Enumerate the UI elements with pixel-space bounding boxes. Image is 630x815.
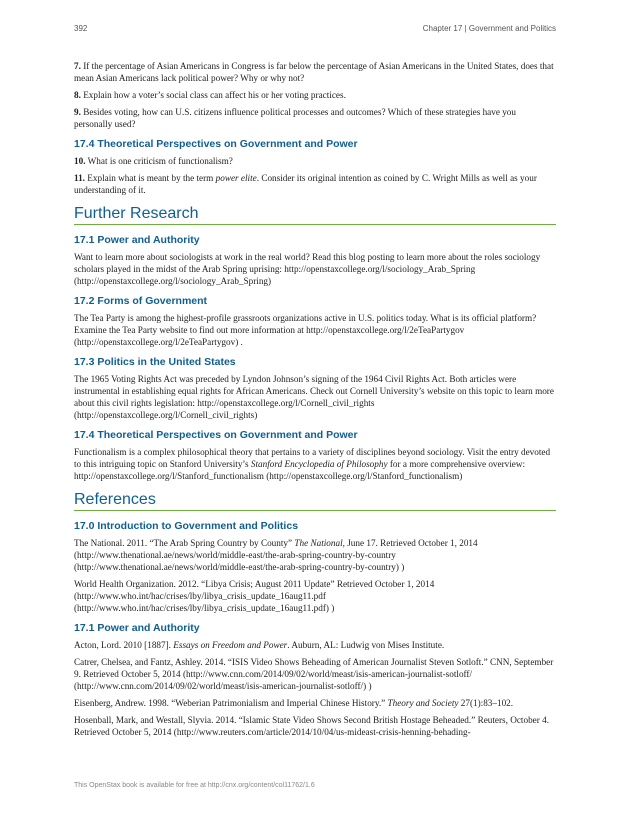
fr-heading-17-3: 17.3 Politics in the United States — [74, 356, 236, 368]
page-footer: This OpenStax book is available for free at http://cnx.org/content/col11762/1.6 — [74, 782, 315, 789]
fr-text-17-3: The 1965 Voting Rights Act was preceded by Lyndon Johnson’s signing of the 1964 Civil Rights Act. Both articles were instrumental in establishing equal rights for African Americans. Check out Cornell University’s website on this topic to learn more about this civil rights legislation: http://openstaxcollege.org/l/Cornell_civil_rights (http://openstaxcollege.org/l/Cornell_civil_rights) — [74, 374, 554, 420]
ref-heading-17-1: 17.1 Power and Authority — [74, 622, 200, 634]
reference-entry: The National. 2011. “The Arab Spring Country by County” The National, June 17. Retrieved October 1, 2014 (http://www.thenational.ae/news/world/middle-east/the-arab-spring-country-by-country (http://www.thenational.ae/news/world/middle-east/the-arab-spring-country-by-country) ) — [74, 538, 478, 572]
page-content — [74, 60, 556, 743]
fr-heading-17-2: 17.2 Forms of Government — [74, 295, 208, 307]
reference-entry: Acton, Lord. 2010 [1887]. Essays on Freedom and Power. Auburn, AL: Ludwig von Mises Institute. — [74, 640, 445, 650]
references-heading: References — [74, 491, 556, 511]
page-number: 392 — [74, 24, 88, 33]
question-8: 8. Explain how a voter’s social class can affect his or her voting practices. — [74, 90, 346, 100]
question-10: 10. What is one criticism of functionalism? — [74, 156, 233, 166]
question-11: 11. Explain what is meant by the term power elite. Consider its original intention as coined by C. Wright Mills as well as your understanding of it. — [74, 173, 537, 195]
reference-entry: Hosenball, Mark, and Westall, Slyvia. 2014. “Islamic State Video Shows Second British Hostage Beheaded.” Reuters, October 4. Retrieved October 5, 2014 (http://www.reuters.com/article/2014/10/04/us-mideast-crisis-henning-behading- — [74, 715, 550, 737]
page-header — [74, 24, 556, 38]
fr-text-17-1: Want to learn more about sociologists at work in the real world? Read this blog posting to learn more about the roles sociology scholars played in the midst of the Arab Spring uprising: http://openstaxcollege.org/l/sociology_Arab_Spring (http://openstaxcollege.org/l/sociology_Arab_Spring) — [74, 252, 541, 286]
reference-entry: Eisenberg, Andrew. 1998. “Weberian Patrimonialism and Imperial Chinese History.” Theory and Society 27(1):83–102. — [74, 698, 514, 708]
question-7: 7. If the percentage of Asian Americans in Congress is far below the percentage of Asian Americans in the United States, does that mean Asian Americans lack political power? Why or why not? — [74, 61, 554, 83]
section-heading-17-4: 17.4 Theoretical Perspectives on Government and Power — [74, 138, 358, 150]
fr-heading-17-1: 17.1 Power and Authority — [74, 234, 200, 246]
question-9: 9. Besides voting, how can U.S. citizens influence political processes and outcomes? Which of these strategies have you personally used? — [74, 107, 516, 129]
fr-heading-17-4: 17.4 Theoretical Perspectives on Government and Power — [74, 429, 358, 441]
fr-text-17-2: The Tea Party is among the highest-profile grassroots organizations active in U.S. politics today. What is its official platform? Examine the Tea Party website to find out more information at http://openstaxcollege.org/l/2eTeaPartygov (http://openstaxcollege.org/l/2eTeaPartygov) . — [74, 313, 537, 347]
ref-heading-17-0: 17.0 Introduction to Government and Politics — [74, 520, 299, 532]
further-research-heading: Further Research — [74, 205, 556, 225]
reference-entry: World Health Organization. 2012. “Libya Crisis; August 2011 Update” Retrieved October 1, 2014 (http://www.who.int/hac/crises/lby/libya_crisis_update_16aug11.pdf (http://www.who.int/hac/crises/lby/libya_crisis_update_16aug11.pdf) ) — [74, 579, 435, 613]
chapter-title: Chapter 17 | Government and Politics — [422, 24, 556, 33]
fr-text-17-4: Functionalism is a complex philosophical theory that pertains to a variety of disciplines beyond sociology. Visit the entry devoted to this intriguing topic on Stanford University’s Stanford Encyclopedia of Philosophy for a more comprehensive overview: http://openstaxcollege.org/l/Stanford_functionalism (http://openstaxcollege.org/l/Stanford_functionalism) — [74, 447, 551, 481]
reference-entry: Catrer, Chelsea, and Fantz, Ashley. 2014. “ISIS Video Shows Beheading of American Journalist Steven Sotloft.” CNN, September 9. Retrieved October 5, 2014 (http://www.cnn.com/2014/09/02/world/meast/isis-american-journalist-sotloff/ (http://www.cnn.com/2014/09/02/world/meast/isis-american-journalist-sotloff/) ) — [74, 657, 554, 691]
